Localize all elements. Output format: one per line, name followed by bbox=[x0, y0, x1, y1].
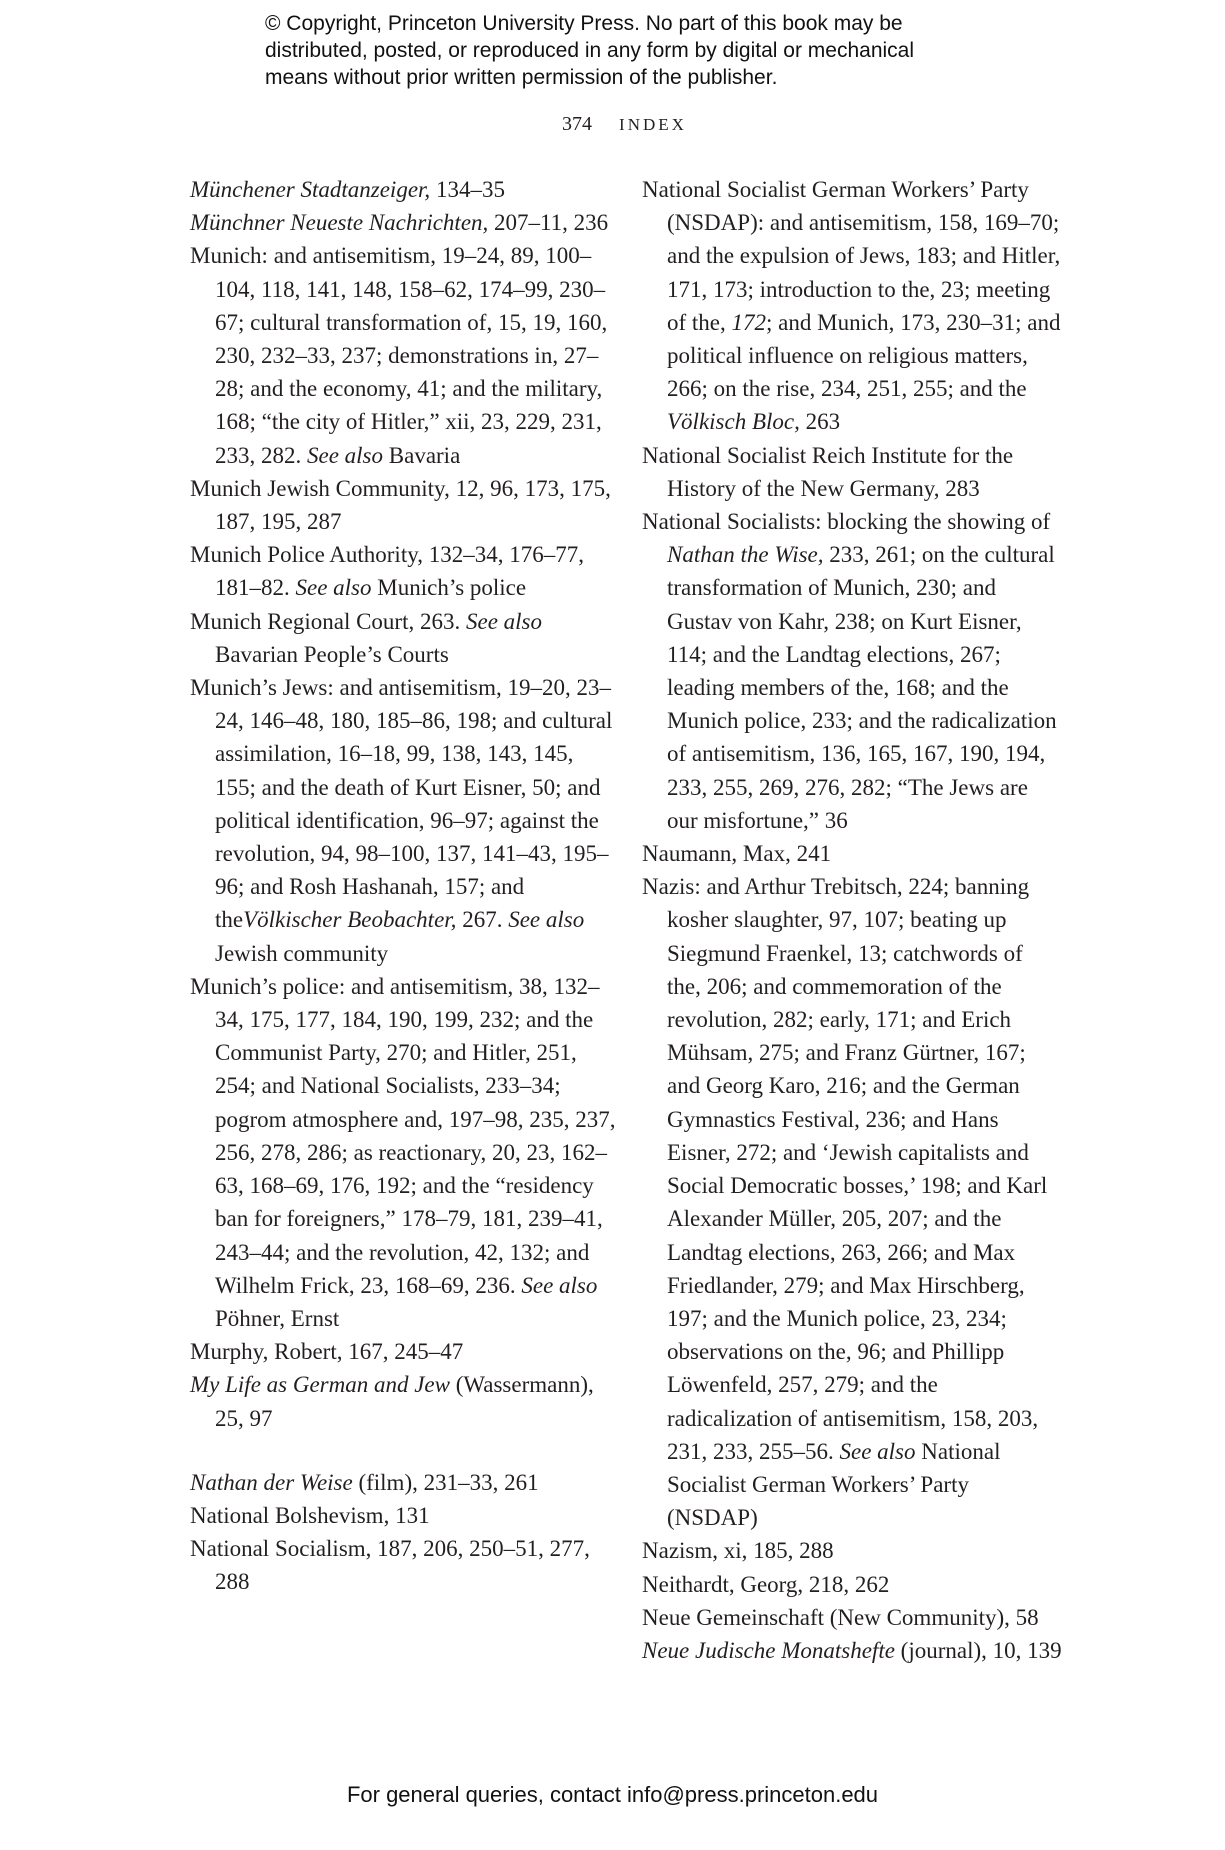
index-entry: Nazis: and Arthur Trebitsch, 224; banning kosher slaughter, 97, 107; beating up Siegmund Fraenkel, 13; catchwords of the, 206; and commemoration of the revolution, 282; early, 171; and Erich Mühsam, 275; and Franz Gürtner, 167; and Georg Karo, 216; and the German Gymnastics Festival, 236; and Hans Eisner, 272; and ‘Jewish capitalists and Social Democratic bosses,’ 198; and Karl Alexander Müller, 205, 207; and the Landtag elections, 263, 266; and Max Friedlander, 279; and Max Hirschberg, 197; and the Munich police, 23, 234; observations on the, 96; and Phillipp Löwenfeld, 257, 279; and the radicalization of antisemitism, 158, 203, 231, 233, 255–56. See also National Socialist German Workers’ Party (NSDAP) bbox=[642, 874, 1048, 1531]
copyright-line: © Copyright, Princeton University Press. No part of this book may be bbox=[265, 12, 903, 35]
section-title: INDEX bbox=[619, 115, 687, 134]
index-entry: Nazism, xi, 185, 288 bbox=[642, 1538, 834, 1564]
running-head bbox=[12, 113, 1225, 136]
index-entry: Murphy, Robert, 167, 245–47 bbox=[190, 1339, 464, 1365]
index-entry: Munich Jewish Community, 12, 96, 173, 175, 187, 195, 287 bbox=[190, 475, 611, 535]
index-entry: Neue Gemeinschaft (New Community), 58 bbox=[642, 1604, 1039, 1630]
page-number: 374 bbox=[562, 113, 593, 135]
index-entry: National Bolshevism, 131 bbox=[190, 1502, 430, 1528]
index-column-right bbox=[642, 173, 1062, 1667]
index-entry: National Socialism, 187, 206, 250–51, 277, 288 bbox=[190, 1536, 590, 1595]
index-entry: Munich Police Authority, 132–34, 176–77, 181–82. See also Munich’s police bbox=[190, 542, 584, 601]
index-entry: National Socialists: blocking the showing of Nathan the Wise, 233, 261; on the cultural transformation of Munich, 230; and Gustav von Kahr, 238; on Kurt Eisner, 114; and the Landtag elections, 267; leading members of the, 168; and the Munich police, 233; and the radicalization of antisemitism, 136, 165, 167, 190, 194, 233, 255, 269, 276, 282; “The Jews are our misfortune,” 36 bbox=[642, 509, 1057, 833]
index-entry: National Socialist Reich Institute for the History of the New Germany, 283 bbox=[642, 442, 1014, 501]
index-entry: Nathan der Weise (film), 231–33, 261 bbox=[190, 1469, 539, 1495]
index-entry: Munich’s Jews: and antisemitism, 19–20, 23–24, 146–48, 180, 185–86, 198; and cultural assimilation, 16–18, 99, 138, 143, 145, 155; and the death of Kurt Eisner, 50; and political identification, 96–97; against the revolution, 94, 98–100, 137, 141–43, 195–96; and Rosh Hashanah, 157; and theVölkischer Beobachter, 267. See also Jewish community bbox=[190, 675, 613, 966]
index-entry: Munich’s police: and antisemitism, 38, 132–34, 175, 177, 184, 190, 199, 232; and the Communist Party, 270; and Hitler, 251, 254; and National Socialists, 233–34; pogrom atmosphere and, 197–98, 235, 237, 256, 278, 286; as reactionary, 20, 23, 162–63, 168–69, 176, 192; and the “residency ban for foreigners,” 178–79, 181, 239–41, 243–44; and the revolution, 42, 132; and Wilhelm Frick, 23, 168–69, 236. See also Pöhner, Ernst bbox=[190, 973, 616, 1331]
index-column-left bbox=[190, 173, 620, 1599]
copyright-line: means without prior written permission of the publisher. bbox=[265, 66, 778, 89]
index-entry: My Life as German and Jew (Wassermann), 25, 97 bbox=[190, 1372, 594, 1431]
index-entry: Münchener Stadtanzeiger, 134–35 bbox=[190, 177, 505, 202]
index-entry: Münchner Neueste Nachrichten, 207–11, 236 bbox=[190, 210, 609, 236]
index-entry: Neue Judische Monatshefte (journal), 10, 139 bbox=[642, 1637, 1062, 1663]
index-entry: Naumann, Max, 241 bbox=[642, 841, 832, 867]
index-entry: Neithardt, Georg, 218, 262 bbox=[642, 1571, 890, 1597]
copyright-notice bbox=[265, 10, 1025, 91]
index-entry: National Socialist German Workers’ Party (NSDAP): and antisemitism, 158, 169–70; and the expulsion of Jews, 183; and Hitler, 171, 173; introduction to the, 23; meeting of the, 172; and Munich, 173, 230–31; and political influence on religious matters, 266; on the rise, 234, 251, 255; and the Völkisch Bloc, 263 bbox=[642, 177, 1061, 435]
index-entry: Munich Regional Court, 263. See also Bavarian People’s Courts bbox=[190, 608, 542, 667]
footer-contact: For general queries, contact info@press.princeton.edu bbox=[346, 1782, 879, 1807]
copyright-line: distributed, posted, or reproduced in any form by digital or mechanical bbox=[265, 39, 915, 62]
index-entry: Munich: and antisemitism, 19–24, 89, 100–104, 118, 141, 148, 158–62, 174–99, 230–67; cultural transformation of, 15, 19, 160, 230, 232–33, 237; demonstrations in, 27–28; and the economy, 41; and the military, 168; “the city of Hitler,” xii, 23, 229, 231, 233, 282. See also Bavaria bbox=[190, 243, 608, 468]
